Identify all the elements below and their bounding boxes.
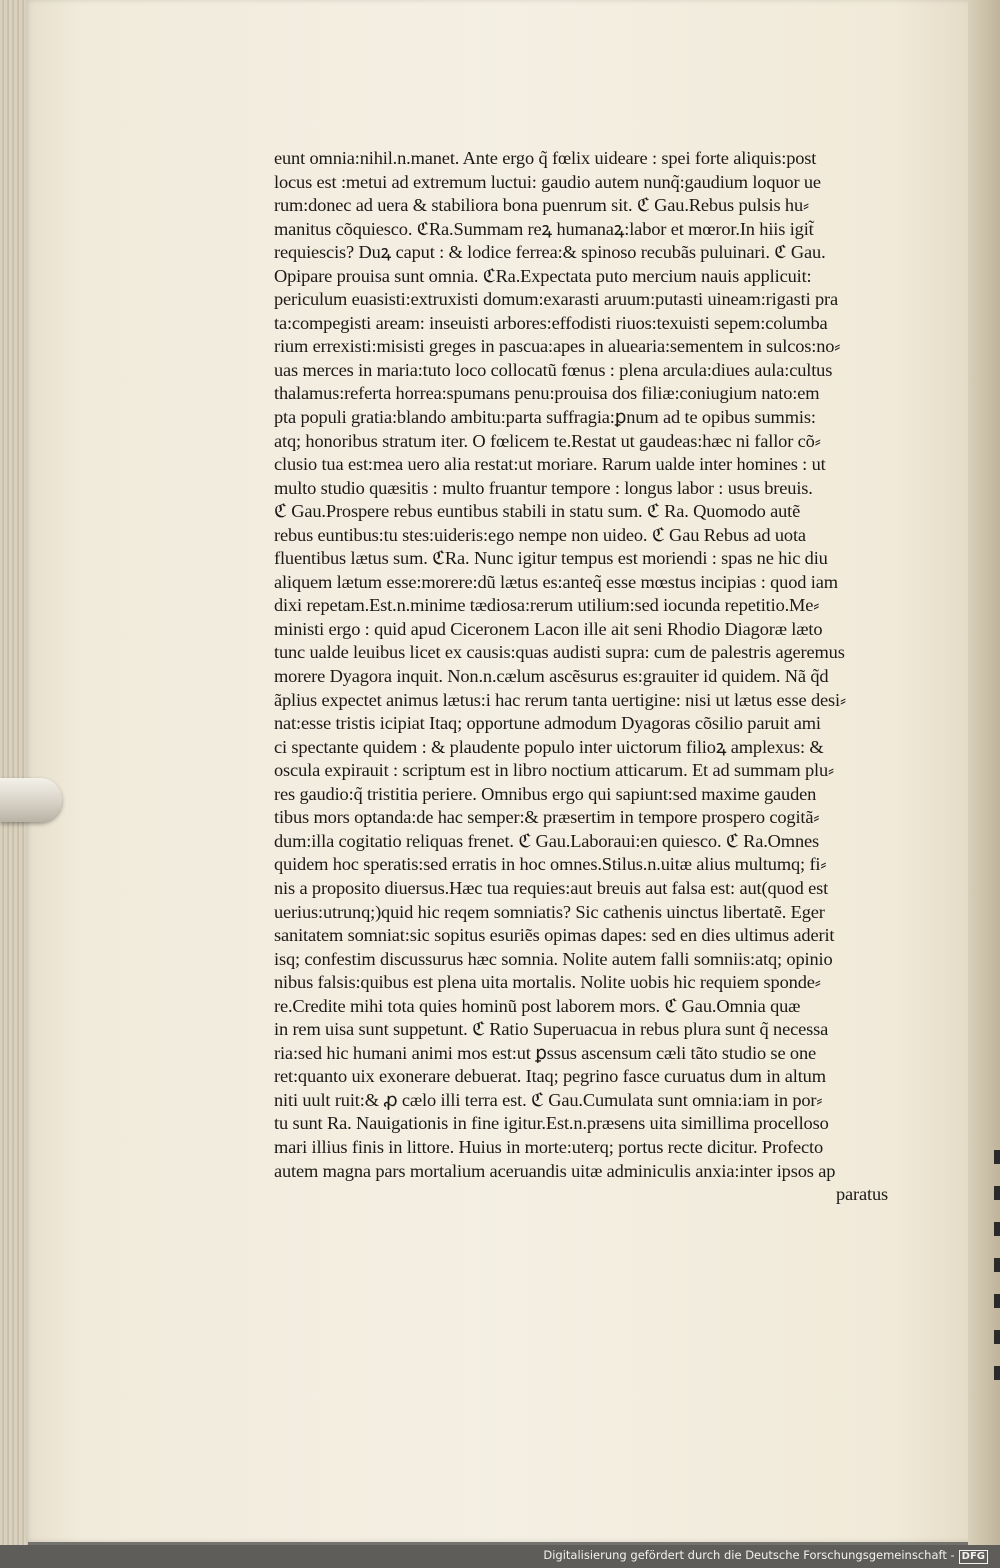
edge-marks [994,1150,1000,1410]
text-line: nat:esse tristis icipiat Itaq; opportune admodum Dyagoras cõsilio paruit ami [274,713,821,734]
text-line: pta populi gratia:blando ambitu:parta suffragia:ꝑnum ad te opibus summis: [274,407,816,428]
text-line: clusio tua est:mea uero alia restat:ut moriare. Rarum ualde inter homines : ut [274,454,826,475]
text-line: aliquem lætum esse:morere:dũ lætus es:anteq̃ esse mœstus incipias : quod iam [274,571,838,592]
text-line: mari illius finis in littore. Huius in morte:uterq; portus recte dicitur. Profecto [274,1136,824,1157]
text-line: dixi repetam.Est.n.minime tædiosa:rerum utilium:sed iocunda repetitio.Me⸗ [274,595,820,616]
text-line: quidem hoc speratis:sed erratis in hoc omnes.Stilus.n.uitæ alius multumq; fi⸗ [274,854,827,875]
page-stack-edge [0,0,28,1545]
text-line: sanitatem somniat:sic sopitus esuriẽs opimas dapes: sed en dies ultimus aderit [274,925,835,946]
text-line: nibus falsis:quibus est plena uita mortalis. Nolite uobis hic requiem sponde⸗ [274,972,821,993]
text-line: ãplius expectet animus lætus:i hac rerum tanta uertigine: nisi ut lætus esse desi⸗ [274,689,846,710]
text-line: res gaudio:q̃ tristitia periere. Omnibus ergo qui sapiunt:sed maxime gauden [274,783,817,804]
text-line: fluentibus lætus sum. ℭRa. Nunc igitur tempus est moriendi : spas ne hic diu [274,548,828,569]
text-line: rebus euntibus:tu stes:uideris:ego nempe non uideo. ℭ Gau Rebus ad uota [274,524,806,545]
text-line: eunt omnia:nihil.n.manet. Ante ergo q̃ fœlix uideare : spei forte aliquis:post [274,148,817,168]
text-line: periculum euasisti:extruxisti domum:exarasti aruum:putasti uineam:rigasti pra [274,289,839,310]
page-clip [0,778,62,822]
text-line: Opipare prouisa sunt omnia. ℭRa.Expectata puto mercium nauis applicuit: [274,265,812,286]
text-line: autem magna pars mortalium aceruandis uitæ adminiculis anxia:inter ipsos ap [274,1160,836,1181]
text-line: paratus [835,1184,888,1205]
text-line: tu sunt Ra. Nauigationis in fine igitur.Est.n.præsens uita simillima procelloso [274,1113,829,1134]
text-line: tibus mors optanda:de hac semper:& præsertim in tempore prospero cogitã⸗ [274,807,820,828]
footer-credit-text: Digitalisierung gefördert durch die Deutsche Forschungsgemeinschaft - [543,1548,955,1562]
text-line: tunc ualde leuibus licet ex causis:quas audisti supra: cum de palestris ageremus [274,642,845,663]
text-line: multo studio quæsitis : multo fruantur tempore : longus labor : usus breuis. [274,477,813,498]
text-line: ret:quanto uix exonerare debuerat. Itaq; pegrino fasce curuatus dum in altum [274,1066,826,1087]
text-line: re.Credite mihi tota quies hominũ post laborem mors. ℭ Gau.Omnia quæ [274,995,801,1016]
text-line: rium errexisti:misisti greges in pascua:apes in aluearia:sementem in sulcos:no⸗ [274,336,841,357]
text-line: ℭ Gau.Prospere rebus euntibus stabili in statu sum. ℭ Ra. Quomodo autẽ [274,501,801,522]
text-line: atq; honoribus stratum iter. O fœlicem te.Restat ut gaudeas:hæc ni fallor cõ⸗ [274,430,821,451]
text-line: in rem uisa sunt suppetunt. ℭ Ratio Superuacua in rebus plura sunt q̃ necessa [274,1019,829,1040]
text-line: ria:sed hic humani animi mos est:ut ꝑssus ascensum cæli tãto studio se one [274,1042,817,1063]
footer-bar [0,1545,1000,1568]
text-line: dum:illa cogitatio reliquas frenet. ℭ Gau.Laboraui:en quiesco. ℭ Ra.Omnes [274,830,820,851]
text-line: rum:donec ad uera & stabiliora bona puenrum sit. ℭ Gau.Rebus pulsis hu⸗ [274,195,809,216]
text-block [274,147,896,1207]
text-line: ta:compegisti aream: inseuisti arbores:effodisti riuos:texuisti sepem:columba [274,312,828,333]
text-line: niti uult ruit:& ꝓ cælo illi terra est. ℭ Gau.Cumulata sunt omnia:iam in por⸗ [274,1089,823,1110]
text-line: manitus cõquiesco. ℭRa.Summam reꝝ humanaꝝ:labor et mœror.In hiis igit̃ [274,218,814,239]
text-line: locus est :metui ad extremum luctui: gaudio autem nunq̃:gaudium loquor ue [274,171,821,192]
text-line: oscula expirauit : scriptum est in libro noctium atticarum. Et ad summam plu⸗ [274,760,834,781]
text-line: morere Dyagora inquit. Non.n.cælum ascẽsurus es:grauiter id quidem. Nã q̃d [274,666,829,687]
text-line: ministi ergo : quid apud Ciceronem Lacon ille ait seni Rhodio Diagoræ læto [274,618,823,639]
text-line: requiescis? Duꝝ caput : & lodice ferrea:& spinoso recubãs puluinari. ℭ Gau. [274,242,826,263]
footer-credit [543,1548,988,1564]
text-line: nis a proposito diuersus.Hæc tua requies:aut breuis aut falsa est: aut(quod est [274,877,829,898]
text-line: uas merces in maria:tuto loco collocatũ fœnus : plena arcula:diues aula:cultus [274,359,833,380]
dfg-logo: DFG [959,1550,988,1564]
text-line: uerius:utrunq;)quid hic reqem somniatis? Sic cathenis uinctus libertatẽ. Eger [274,901,825,922]
text-line: isq; confestim discussurus hæc somnia. Nolite autem falli somniis:atq; opinio [274,948,833,969]
text-line: ci spectante quidem : & plaudente populo inter uictorum filioꝝ amplexus: & [274,736,824,757]
text-line: thalamus:referta horrea:spumans penu:prouisa dos filiæ:coniugium nato:em [274,383,820,404]
